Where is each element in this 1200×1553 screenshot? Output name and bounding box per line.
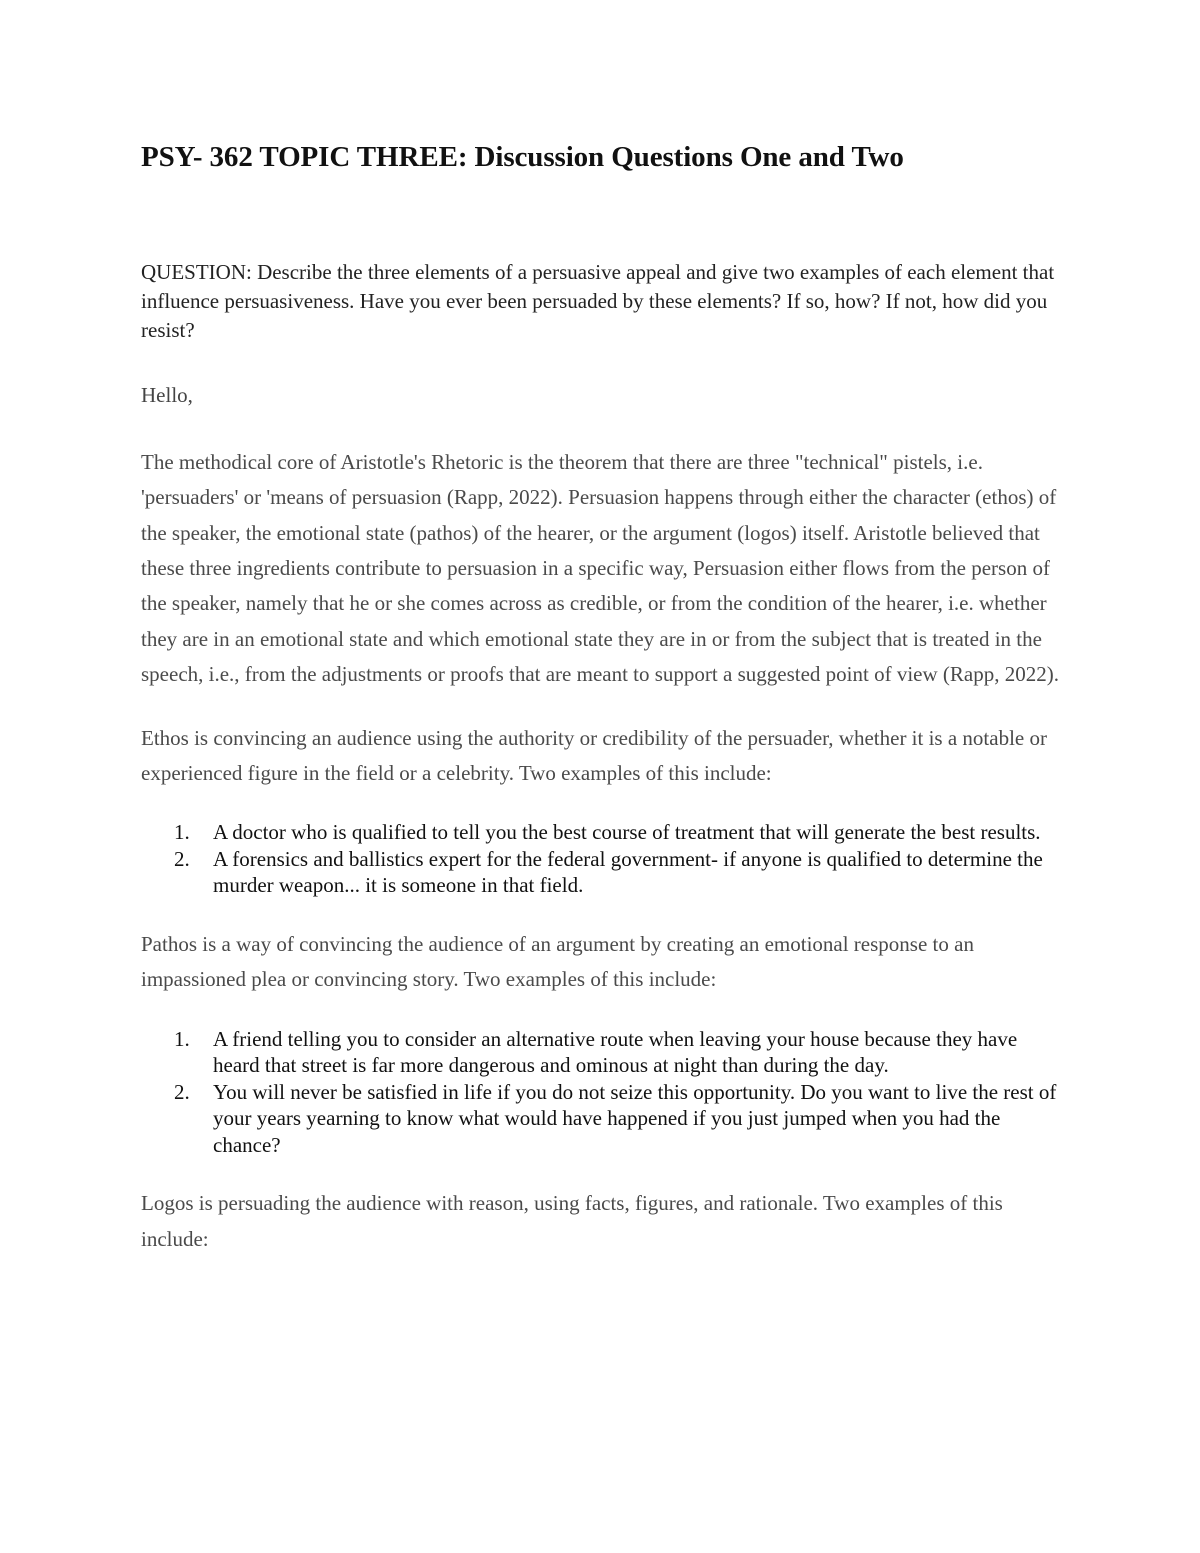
greeting: Hello, xyxy=(141,382,193,407)
list-number: 2. xyxy=(174,846,190,871)
pathos-examples-list xyxy=(141,1026,1066,1159)
ethos-paragraph: Ethos is convincing an audience using the authority or credibility of the persuader, whether it is a notable or experienced figure in the field or a celebrity. Two examples of this include: xyxy=(141,725,1047,786)
list-item-text: A doctor who is qualified to tell you the best course of treatment that will generate the best results. xyxy=(213,820,1041,845)
list-item xyxy=(141,846,1066,899)
document-body xyxy=(141,140,1066,1285)
list-item-text: A friend telling you to consider an alternative route when leaving your house because they have heard that street is far more dangerous and ominous at night than during the day. xyxy=(213,1026,1018,1078)
list-number: 2. xyxy=(174,1079,190,1104)
pathos-paragraph: Pathos is a way of convincing the audience of an argument by creating an emotional response to an impassioned plea or convincing story. Two examples of this include: xyxy=(141,931,974,992)
logos-paragraph: Logos is persuading the audience with reason, using facts, figures, and rationale. Two examples of this include: xyxy=(141,1191,1003,1251)
ethos-examples-list xyxy=(141,819,1066,899)
document-title: PSY- 362 TOPIC THREE: Discussion Questions One and Two xyxy=(141,141,904,173)
list-item xyxy=(141,1079,1066,1159)
list-number: 1. xyxy=(174,1026,190,1051)
question-prompt: QUESTION: Describe the three elements of a persuasive appeal and give two examples of each element that influence persuasiveness. Have you ever been persuaded by these elements? If so, how? If not, how did you resist? xyxy=(141,259,1055,342)
intro-paragraph: The methodical core of Aristotle's Rhetoric is the theorem that there are three "technical" pistels, i.e. 'persuaders' or 'means of persuasion (Rapp, 2022). Persuasion happens through either the character (ethos) of the speaker, the emotional state (pathos) of the hearer, or the argument (logos) itself. Aristotle believed that these three ingredients contribute to persuasion in a specific way, Persuasion either flows from the person of the speaker, namely that he or she comes across as credible, or from the condition of the hearer, i.e. whether they are in an emotional state and which emotional state they are in or from the subject that is treated in the speech, i.e., from the adjustments or proofs that are meant to support a suggested point of view (Rapp, 2022). xyxy=(141,449,1059,687)
list-item-text: You will never be satisfied in life if you do not seize this opportunity. Do you want to live the rest of your years yearning to know what would have happened if you just jumped when you had the chance? xyxy=(213,1079,1057,1157)
list-item-text: A forensics and ballistics expert for the federal government- if anyone is qualified to determine the murder weapon... it is someone in that field. xyxy=(213,846,1043,898)
list-item xyxy=(141,819,1066,846)
list-number: 1. xyxy=(174,820,190,845)
list-item xyxy=(141,1026,1066,1079)
